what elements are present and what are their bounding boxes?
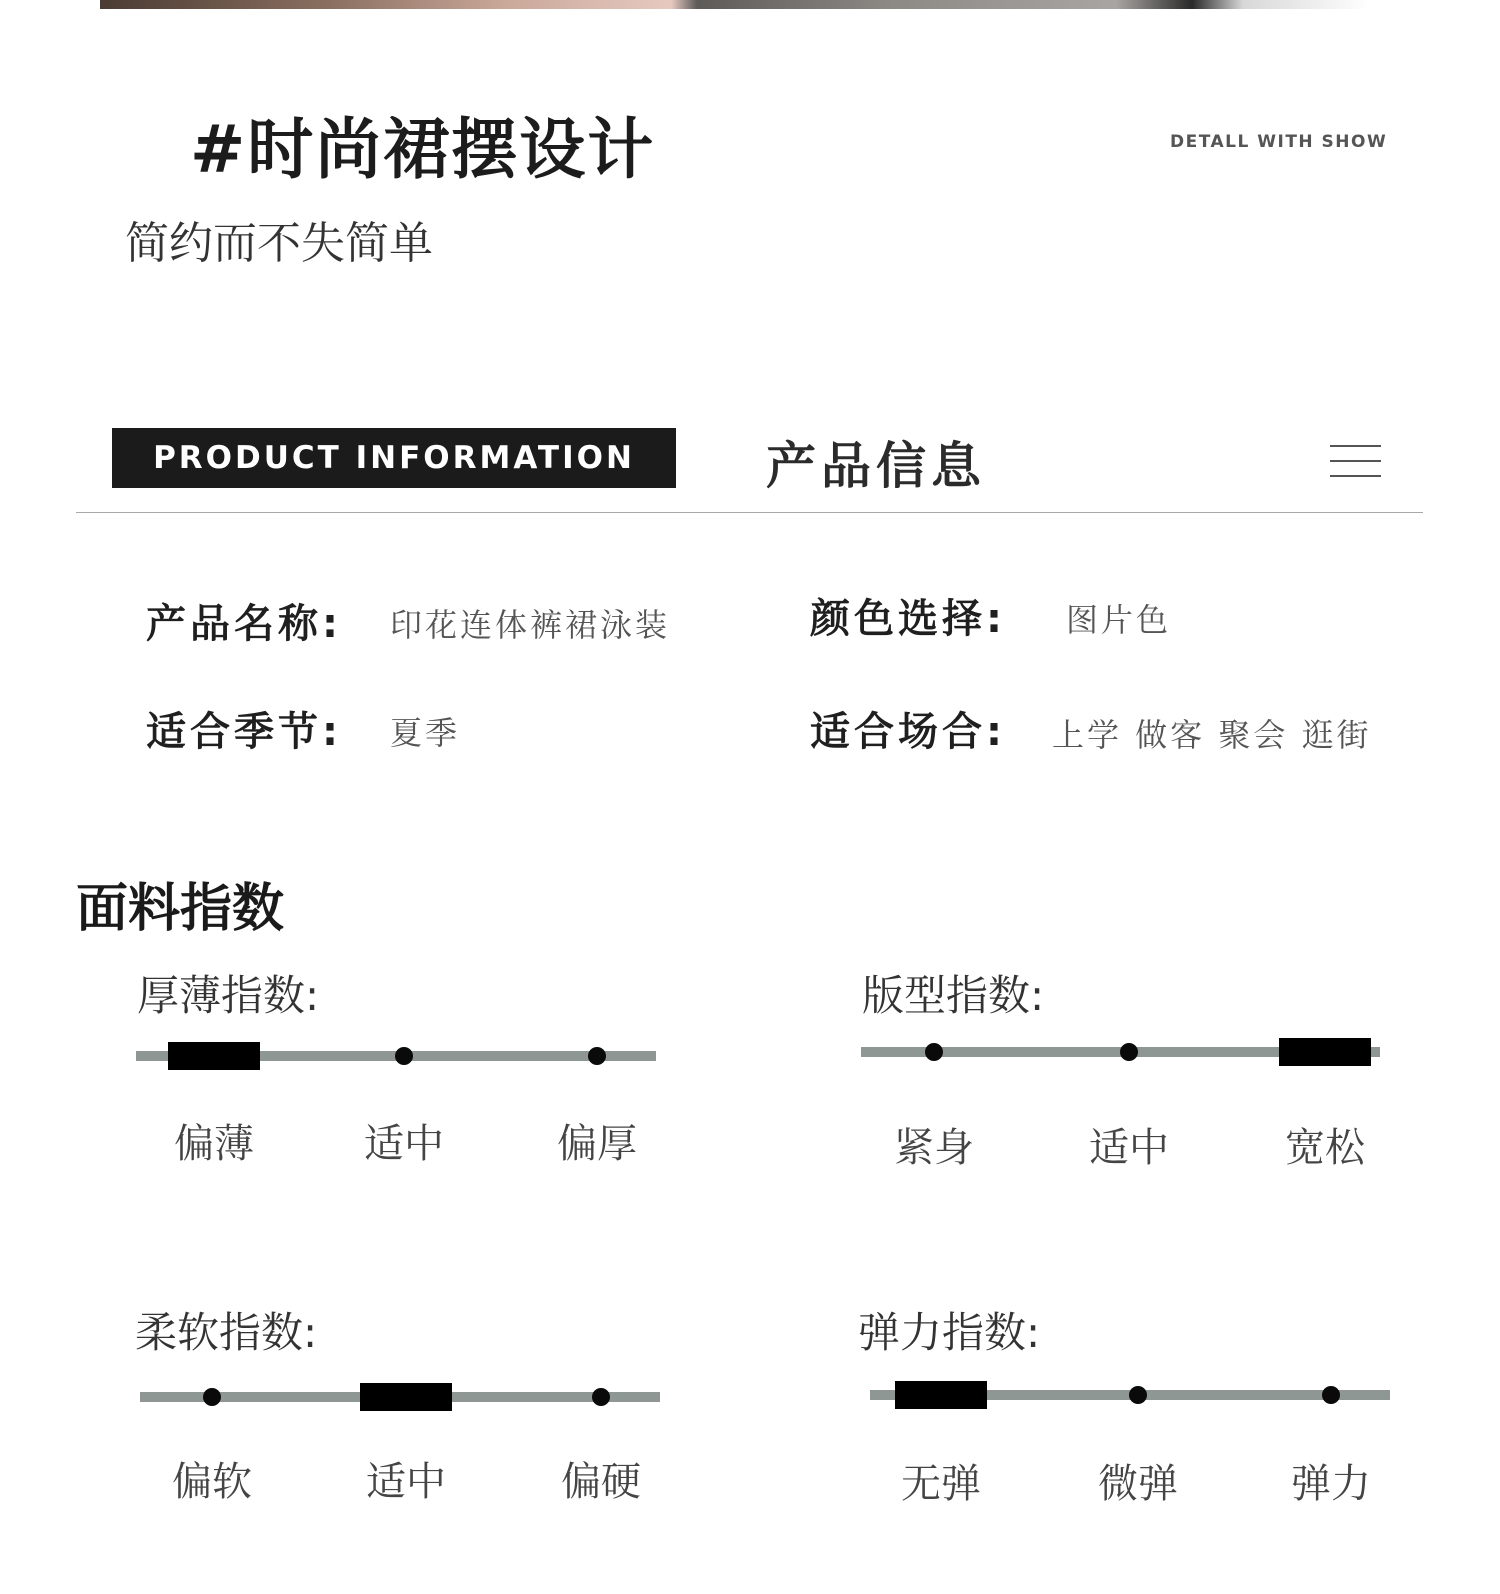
fit-scale-dot — [1120, 1043, 1138, 1061]
product-information-banner — [112, 428, 676, 488]
thickness-option-label: 偏厚 — [557, 1121, 637, 1167]
season-value: 夏季 — [390, 714, 461, 752]
fit-scale-dot — [925, 1043, 943, 1061]
occasion-label: 适合场合: — [810, 709, 1006, 755]
fit-option-label: 紧身 — [894, 1125, 974, 1171]
elasticity-selected-marker — [895, 1381, 987, 1409]
thickness-index-title: 厚薄指数: — [137, 971, 320, 1020]
fit-selected-marker — [1279, 1038, 1371, 1066]
thickness-scale-dot — [395, 1047, 413, 1065]
elasticity-option-label: 微弹 — [1098, 1461, 1178, 1507]
softness-selected-marker — [360, 1383, 452, 1411]
banner-label: PRODUCT INFORMATION — [153, 440, 635, 476]
occasion-value: 上学 做客 聚会 逛街 — [1052, 716, 1372, 754]
divider — [76, 512, 1423, 513]
product-name-label: 产品名称: — [146, 601, 342, 647]
softness-option-label: 偏硬 — [561, 1459, 641, 1505]
color-label: 颜色选择: — [810, 596, 1006, 642]
fit-option-label: 适中 — [1089, 1125, 1169, 1171]
product-name-value: 印花连体裤裙泳装 — [390, 606, 671, 644]
softness-index-title: 柔软指数: — [135, 1308, 318, 1357]
section-title: #时尚裙摆设计 — [190, 111, 656, 188]
thickness-option-label: 偏薄 — [174, 1121, 254, 1167]
fit-index-title: 版型指数: — [862, 971, 1045, 1020]
softness-scale-dot — [592, 1388, 610, 1406]
elasticity-index-title: 弹力指数: — [858, 1308, 1041, 1357]
elasticity-option-label: 弹力 — [1291, 1461, 1371, 1507]
product-photo-edge — [100, 0, 1370, 9]
thickness-option-label: 适中 — [364, 1121, 444, 1167]
section-english-tag: DETALL WITH SHOW — [1170, 132, 1388, 152]
elasticity-scale-dot — [1129, 1386, 1147, 1404]
thickness-selected-marker — [168, 1042, 260, 1070]
elasticity-scale-dot — [1322, 1386, 1340, 1404]
color-value: 图片色 — [1066, 601, 1172, 639]
fit-option-label: 宽松 — [1285, 1125, 1365, 1171]
elasticity-option-label: 无弹 — [901, 1461, 981, 1507]
softness-option-label: 适中 — [366, 1459, 446, 1505]
product-info-title: 产品信息 — [766, 437, 986, 495]
softness-scale-dot — [203, 1388, 221, 1406]
thickness-scale-dot — [588, 1047, 606, 1065]
fabric-index-heading: 面料指数 — [76, 879, 285, 939]
hamburger-icon — [1330, 445, 1381, 477]
section-subtitle: 简约而不失简单 — [125, 218, 433, 269]
softness-option-label: 偏软 — [172, 1459, 252, 1505]
season-label: 适合季节: — [146, 709, 342, 755]
